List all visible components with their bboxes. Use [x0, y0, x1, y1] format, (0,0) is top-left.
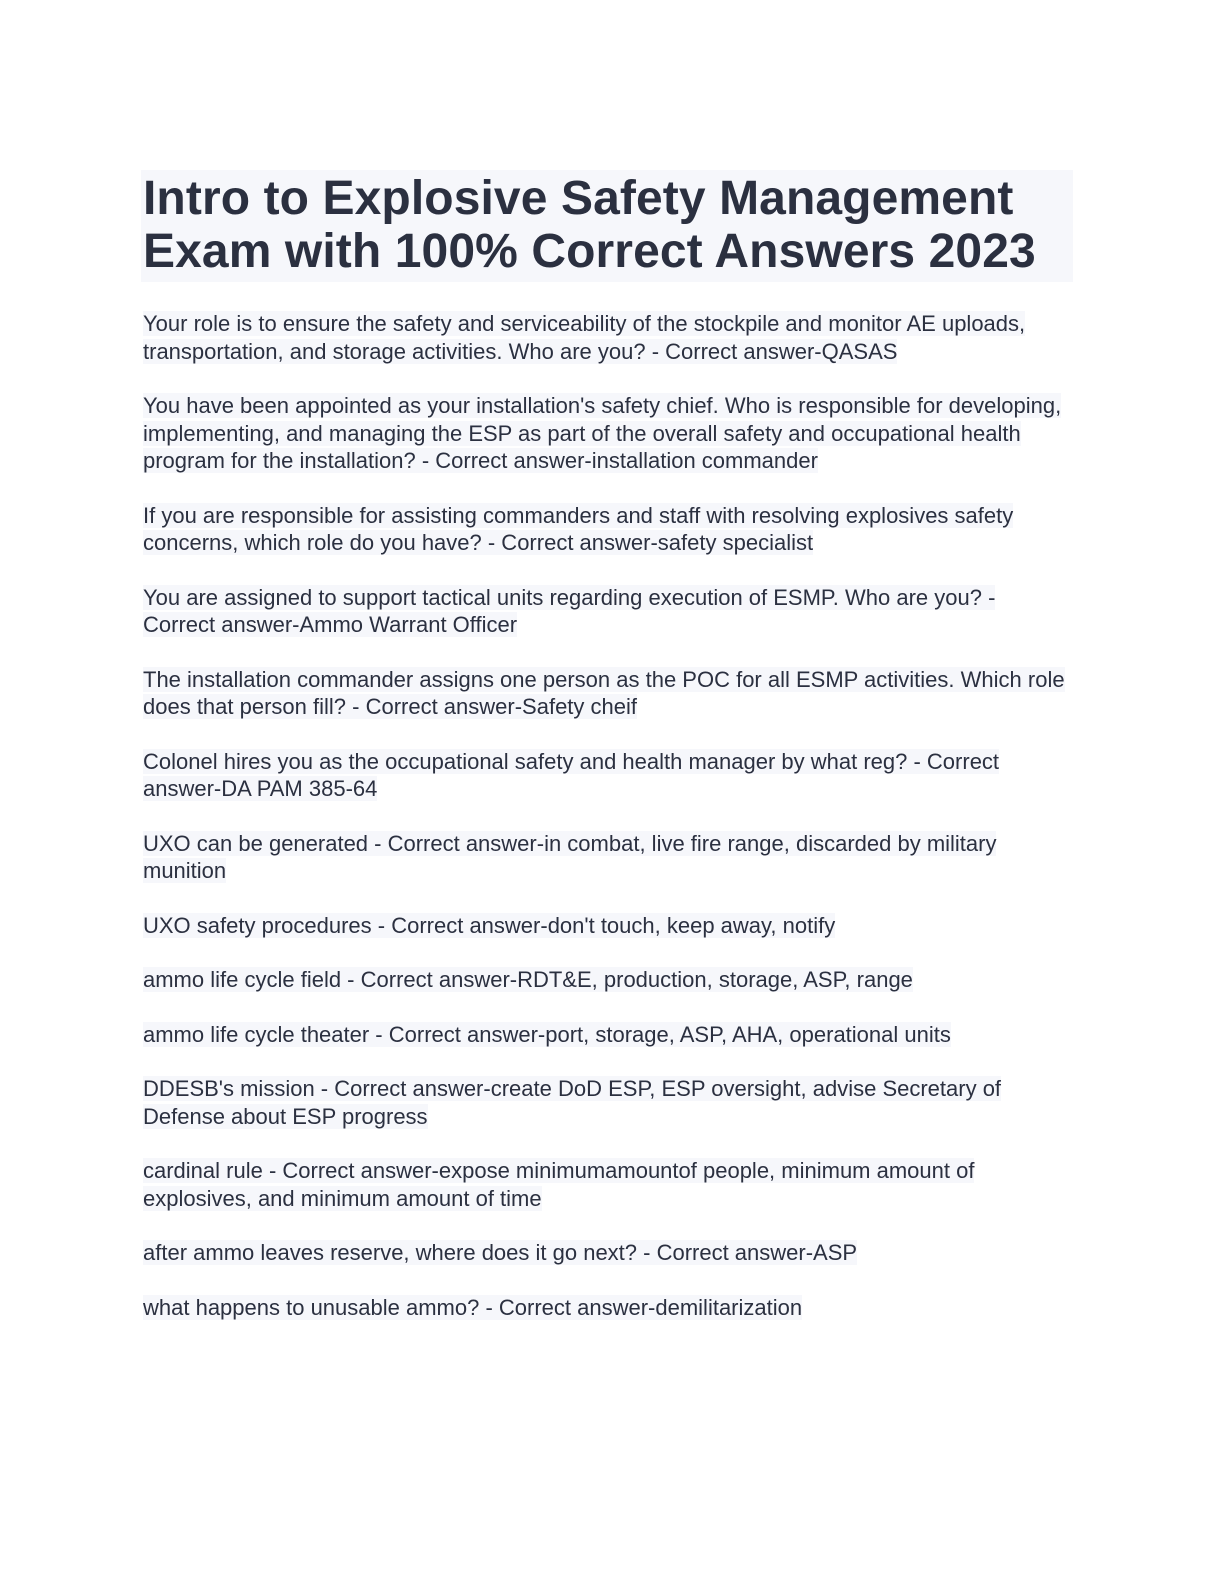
qa-list [143, 310, 1073, 1321]
qa-text: ammo life cycle theater - Correct answer-port, storage, ASP, AHA, operational units [143, 1021, 951, 1047]
qa-text: UXO safety procedures - Correct answer-don't touch, keep away, notify [143, 912, 836, 938]
qa-item-1 [143, 310, 1073, 365]
qa-item-13 [143, 1239, 1073, 1267]
qa-text: The installation commander assigns one person as the POC for all ESMP activities. Which role does that person fill? - Correct answer-Safety cheif [143, 666, 1065, 719]
qa-text: DDESB's mission - Correct answer-create DoD ESP, ESP oversight, advise Secretary of Defense about ESP progress [143, 1076, 1002, 1129]
qa-text: If you are responsible for assisting commanders and staff with resolving explosives safety concerns, which role do you have? - Correct answer-safety specialist [143, 502, 1014, 555]
qa-text: Your role is to ensure the safety and serviceability of the stockpile and monitor AE uploads, transportation, and storage activities. Who are you? - Correct answer-QASAS [143, 311, 1026, 364]
qa-item-6 [143, 748, 1073, 803]
qa-text: You are assigned to support tactical units regarding execution of ESMP. Who are you? - Correct answer-Ammo Warrant Officer [143, 584, 996, 637]
qa-item-14 [143, 1294, 1073, 1322]
qa-item-2 [143, 392, 1073, 475]
page-title: Intro to Explosive Safety Management Exam with 100% Correct Answers 2023 [143, 172, 1036, 278]
qa-text: what happens to unusable ammo? - Correct answer-demilitarization [143, 1294, 803, 1320]
qa-item-3 [143, 502, 1073, 557]
qa-text: UXO can be generated - Correct answer-in combat, live fire range, discarded by military munition [143, 830, 997, 883]
qa-item-7 [143, 830, 1073, 885]
qa-item-4 [143, 584, 1073, 639]
qa-item-12 [143, 1157, 1073, 1212]
qa-text: cardinal rule - Correct answer-expose minimumamountof people, minimum amount of explosives, and minimum amount of time [143, 1158, 975, 1211]
qa-item-9 [143, 966, 1073, 994]
qa-text: ammo life cycle field - Correct answer-RDT&E, production, storage, ASP, range [143, 967, 913, 992]
qa-item-10 [143, 1021, 1073, 1049]
qa-text: after ammo leaves reserve, where does it go next? - Correct answer-ASP [143, 1240, 858, 1265]
qa-item-5 [143, 666, 1073, 721]
qa-text: You have been appointed as your installation's safety chief. Who is responsible for developing, implementing, and managing the ESP as part of the overall safety and occupational health program for the installation? - Correct answer-installation commander [143, 393, 1062, 473]
document-page [143, 170, 1073, 1348]
qa-item-8 [143, 912, 1073, 940]
title-block [141, 170, 1073, 282]
qa-item-11 [143, 1075, 1073, 1130]
qa-text: Colonel hires you as the occupational safety and health manager by what reg? - Correct answer-DA PAM 385-64 [143, 748, 1000, 801]
